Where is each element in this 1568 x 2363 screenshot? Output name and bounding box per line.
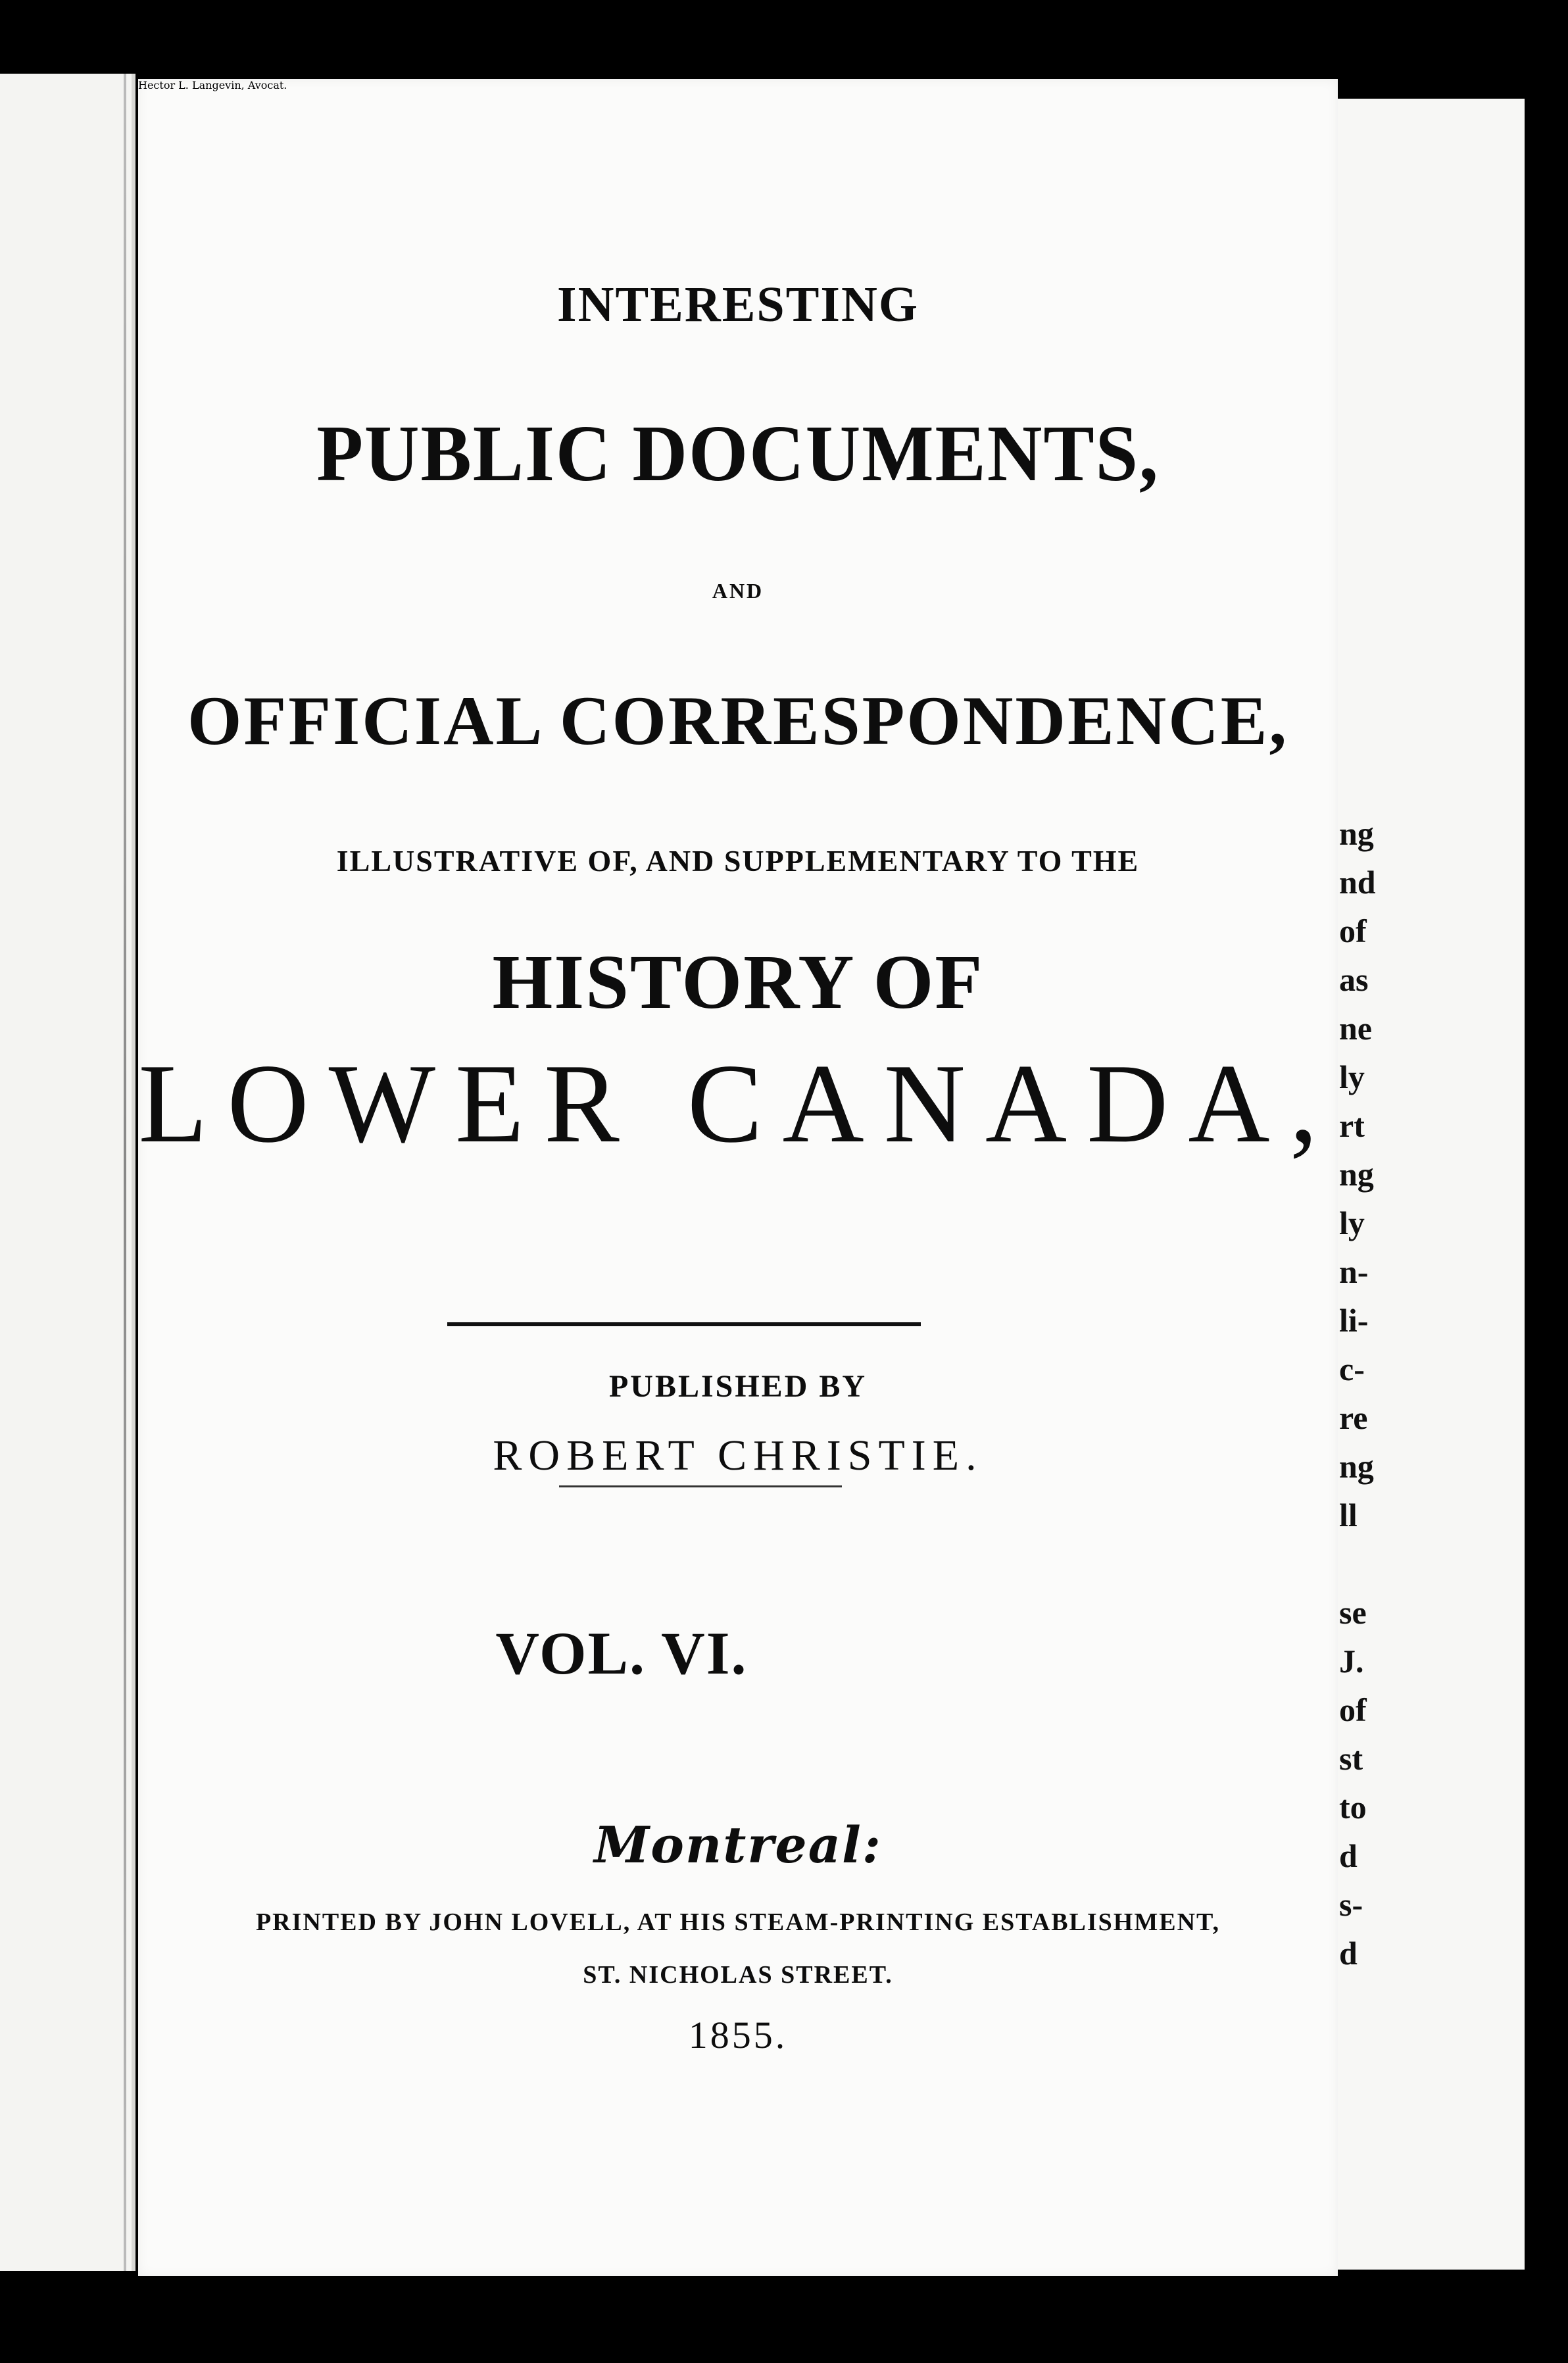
next-page-fragment: n- [1339,1253,1369,1290]
title-line-history-of: HISTORY OF [492,939,984,1025]
title-line-and: AND [712,579,764,603]
next-page-fragment: to [1339,1789,1367,1826]
imprint-place: Montreal: [594,1816,882,1874]
next-page-fragment: se [1339,1594,1367,1631]
next-page-fragment: c- [1339,1351,1365,1387]
next-page-fragment: ng [1339,815,1374,852]
next-page-fragment: of [1339,1691,1367,1728]
imprint-printer: PRINTED BY JOHN LOVELL, AT HIS STEAM-PRINTING ESTABLISHMENT, [255,1908,1221,1936]
title-rule [447,1322,921,1326]
handwritten-signature [533,1553,1454,1855]
next-page-fragment: ne [1339,1010,1372,1047]
title-line-lower-canada: LOWER CANADA, [138,1041,1338,1166]
published-by-label: PUBLISHED BY [608,1369,868,1404]
page-crease [124,74,126,2271]
next-page-text-fragments [1339,809,1405,1977]
title-line-public-documents: PUBLIC DOCUMENTS, [316,409,1160,498]
next-page-fragment: d [1339,1935,1358,1972]
next-page-fragment: s- [1339,1886,1363,1923]
previous-page-edge [0,74,135,2271]
next-page-fragment [1339,1539,1405,1588]
title-line-official-correspondence: OFFICIAL CORRESPONDENCE, [187,682,1288,759]
imprint-street: ST. NICHOLAS STREET. [583,1961,893,1989]
next-page-fragment: ng [1339,1448,1374,1485]
next-page-fragment: of [1339,912,1367,949]
next-page-fragment: ll [1339,1497,1358,1533]
next-page-fragment: nd [1339,864,1376,901]
title-line-interesting: INTERESTING [557,277,919,332]
title-line-illustrative: ILLUSTRATIVE OF, AND SUPPLEMENTARY TO THE [336,844,1140,878]
next-page-fragment: re [1339,1399,1368,1436]
next-page-fragment: li- [1339,1302,1369,1339]
next-page-fragment: d [1339,1837,1358,1874]
next-page-fragment: ly [1339,1205,1365,1241]
next-page-fragment: as [1339,961,1369,998]
next-page-fragment: st [1339,1740,1363,1777]
title-page: INTERESTING PUBLIC DOCUMENTS, AND OFFICIAL CORRESPONDENCE, ILLUSTRATIVE OF, AND SUPPLEMENTARY TO THE HISTORY OF LOWER CANADA, PUBLISHED BY ROBERT CHRISTIE. VOL. VI. Montreal: PRINTED BY JOHN LOVELL, AT HIS STEAM-PRINTING ESTABLISHMENT, ST. NICHOLAS STREET. 1855. Hector L. Langevin, Avocat. [138,79,1338,2276]
volume-number: VOL. VI. [495,1620,748,1687]
next-page-fragment: rt [1339,1107,1365,1144]
author-name: ROBERT CHRISTIE. [493,1431,983,1480]
next-page-fragment: ly [1339,1058,1365,1095]
next-page-fragment: J. [1339,1643,1364,1679]
author-underline [559,1485,842,1487]
next-page-fragment: ng [1339,1156,1374,1193]
imprint-year: 1855. [688,2014,788,2056]
